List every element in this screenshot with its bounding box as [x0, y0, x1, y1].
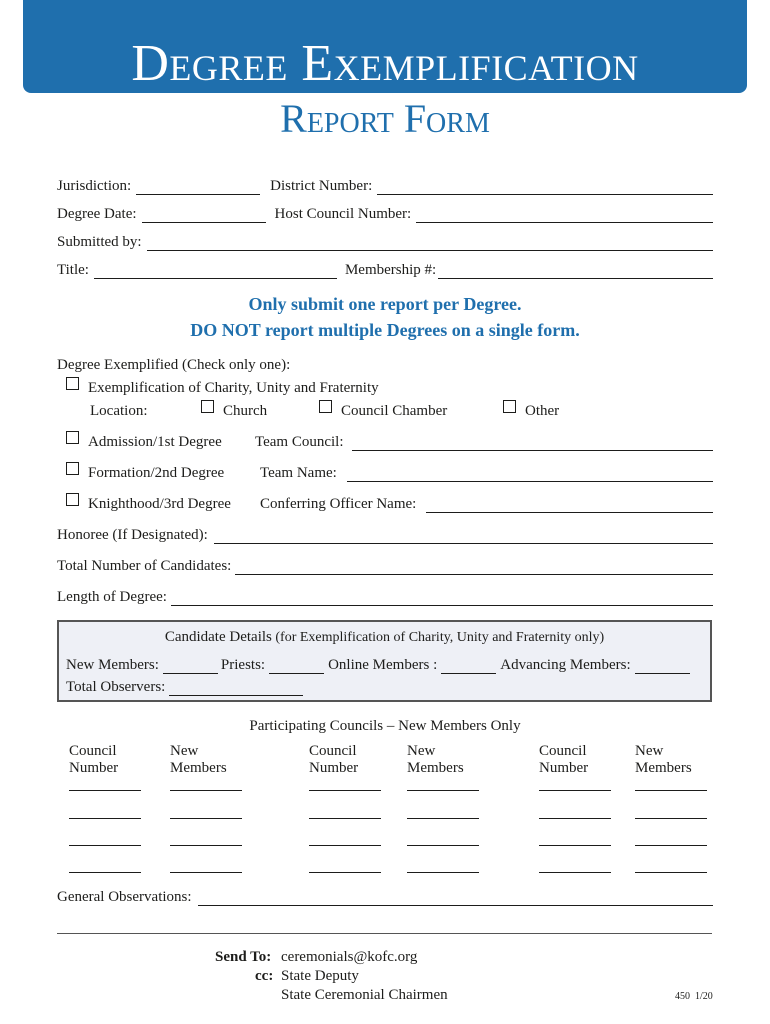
candidate-details-title-note: (for Exemplification of Charity, Unity and Fraternity only) [271, 630, 605, 645]
send-to-email[interactable]: ceremonials@kofc.org [281, 949, 418, 965]
team-council-row [255, 433, 713, 451]
advancing-members-field[interactable] [635, 659, 690, 674]
council-number-entry[interactable] [69, 790, 141, 791]
membership-label: Membership #: [344, 262, 437, 278]
conferring-officer-field[interactable] [426, 498, 713, 513]
total-candidates-row [57, 557, 713, 575]
council-number-entry[interactable] [69, 845, 141, 846]
council-number-entry[interactable] [309, 845, 381, 846]
length-field[interactable] [171, 591, 713, 606]
council-number-entry[interactable] [539, 845, 611, 846]
council-header-line-3: Council [539, 743, 587, 759]
exemplification-label: Exemplification of Charity, Unity and Fraternity [88, 380, 379, 396]
new-members-entry[interactable] [635, 790, 707, 791]
new-members-entry[interactable] [170, 872, 242, 873]
members-header-line-1: Members [170, 760, 227, 776]
conferring-officer-row [260, 495, 713, 513]
formation-option[interactable] [66, 464, 224, 482]
formation-label: Formation/2nd Degree [88, 465, 225, 481]
team-name-row [260, 464, 713, 482]
general-observations-field[interactable] [198, 891, 713, 906]
new-members-header-3 [635, 743, 692, 777]
knighthood-checkbox[interactable] [66, 493, 79, 506]
cc-state-ceremonial-chairmen: State Ceremonial Chairmen [281, 987, 448, 1003]
general-observations-label: General Observations: [57, 889, 192, 905]
admission-checkbox[interactable] [66, 431, 79, 444]
new-members-label: New Members: [66, 657, 159, 673]
council-number-entry[interactable] [309, 872, 381, 873]
notice-line-2: DO NOT report multiple Degrees on a single form. [190, 320, 580, 340]
new-header-line-2: New [407, 743, 436, 759]
new-members-entry[interactable] [170, 818, 242, 819]
number-header-line-2: Number [309, 760, 359, 776]
degree-date-field[interactable] [142, 208, 266, 223]
council-header-line-2: Council [309, 743, 357, 759]
observations-extra-line[interactable] [57, 933, 712, 934]
new-members-entry[interactable] [170, 845, 242, 846]
council-number-entry[interactable] [539, 790, 611, 791]
general-observations-row [57, 888, 713, 906]
members-header-line-3: Members [635, 760, 692, 776]
host-council-number-label: Host Council Number: [274, 206, 412, 222]
new-members-entry[interactable] [407, 872, 479, 873]
council-number-header-3 [539, 743, 588, 777]
exemplification-option[interactable] [66, 379, 379, 397]
new-members-header-2 [407, 743, 464, 777]
council-number-entry[interactable] [69, 818, 141, 819]
form-title: Degree Exemplification [131, 35, 639, 92]
council-number-header-1 [69, 743, 118, 777]
new-members-entry[interactable] [170, 790, 242, 791]
admission-option[interactable] [66, 433, 222, 451]
submitted-by-row [57, 233, 713, 251]
priests-label: Priests: [220, 657, 266, 673]
total-observers-label: Total Observers: [66, 679, 166, 695]
exemplification-checkbox[interactable] [66, 377, 79, 390]
honoree-row [57, 526, 713, 544]
candidate-details-title-main: Candidate Details [164, 629, 272, 645]
total-candidates-field[interactable] [235, 560, 713, 575]
new-members-entry[interactable] [407, 845, 479, 846]
church-option[interactable] [201, 402, 267, 420]
conferring-officer-label: Conferring Officer Name: [260, 496, 417, 512]
honoree-field[interactable] [214, 529, 713, 544]
new-members-field[interactable] [163, 659, 218, 674]
new-header-line-1: New [170, 743, 199, 759]
council-number-header-2 [309, 743, 358, 777]
council-chamber-checkbox[interactable] [319, 400, 332, 413]
district-number-field[interactable] [377, 180, 713, 195]
council-chamber-label: Council Chamber [341, 403, 448, 419]
new-header-line-3: New [635, 743, 664, 759]
new-members-entry[interactable] [407, 818, 479, 819]
new-members-entry[interactable] [635, 845, 707, 846]
candidate-details-title [57, 628, 712, 647]
total-observers-row [66, 678, 303, 696]
jurisdiction-row [57, 177, 713, 195]
send-to-label: Send To: [215, 949, 272, 965]
jurisdiction-label: Jurisdiction: [57, 178, 132, 194]
council-number-entry[interactable] [539, 818, 611, 819]
council-header-line-1: Council [69, 743, 117, 759]
new-members-header-1 [170, 743, 227, 777]
submitted-by-field[interactable] [147, 236, 713, 251]
candidate-counts-row [66, 656, 706, 674]
members-header-line-2: Members [407, 760, 464, 776]
total-observers-field[interactable] [169, 681, 303, 696]
team-council-field[interactable] [352, 436, 713, 451]
degree-date-row [57, 205, 713, 223]
number-header-line-3: Number [539, 760, 589, 776]
other-option[interactable] [503, 402, 559, 420]
advancing-members-label: Advancing Members: [500, 657, 631, 673]
title-field[interactable] [94, 264, 337, 279]
length-row [57, 588, 713, 606]
submitted-by-label: Submitted by: [57, 234, 142, 250]
form-subtitle: Report Form [280, 96, 490, 141]
knighthood-option[interactable] [66, 495, 231, 513]
other-checkbox[interactable] [503, 400, 516, 413]
degree-date-label: Degree Date: [57, 206, 137, 222]
priests-field[interactable] [269, 659, 324, 674]
cc-label: cc: [255, 968, 274, 984]
knighthood-label: Knighthood/3rd Degree [88, 496, 231, 512]
team-name-field[interactable] [347, 467, 713, 482]
honoree-label: Honoree (If Designated): [57, 527, 208, 543]
council-number-entry[interactable] [309, 790, 381, 791]
council-chamber-option[interactable] [319, 402, 447, 420]
council-number-entry[interactable] [69, 872, 141, 873]
title-row [57, 261, 713, 279]
degree-heading: Degree Exemplified (Check only one): [57, 357, 291, 373]
number-header-line-1: Number [69, 760, 119, 776]
online-members-field[interactable] [441, 659, 496, 674]
team-council-label: Team Council: [255, 434, 344, 450]
host-council-number-field[interactable] [416, 208, 713, 223]
form-number: 450 1/20 [675, 991, 713, 1002]
notice-line-1: Only submit one report per Degree. [248, 294, 522, 314]
admission-label: Admission/1st Degree [88, 434, 222, 450]
district-number-label: District Number: [270, 178, 373, 194]
online-members-label: Online Members : [328, 657, 438, 673]
length-label: Length of Degree: [57, 589, 167, 605]
church-label: Church [223, 403, 268, 419]
total-candidates-label: Total Number of Candidates: [57, 558, 232, 574]
new-members-entry[interactable] [407, 790, 479, 791]
cc-state-deputy: State Deputy [281, 968, 359, 984]
participating-councils-heading: Participating Councils – New Members Only [249, 718, 521, 734]
new-members-entry[interactable] [635, 872, 707, 873]
jurisdiction-field[interactable] [136, 180, 260, 195]
formation-checkbox[interactable] [66, 462, 79, 475]
membership-field[interactable] [438, 264, 713, 279]
team-name-label: Team Name: [260, 465, 337, 481]
church-checkbox[interactable] [201, 400, 214, 413]
council-number-entry[interactable] [309, 818, 381, 819]
other-label: Other [525, 403, 560, 419]
new-members-entry[interactable] [635, 818, 707, 819]
council-number-entry[interactable] [539, 872, 611, 873]
title-label: Title: [57, 262, 89, 278]
location-label: Location: [90, 403, 148, 419]
